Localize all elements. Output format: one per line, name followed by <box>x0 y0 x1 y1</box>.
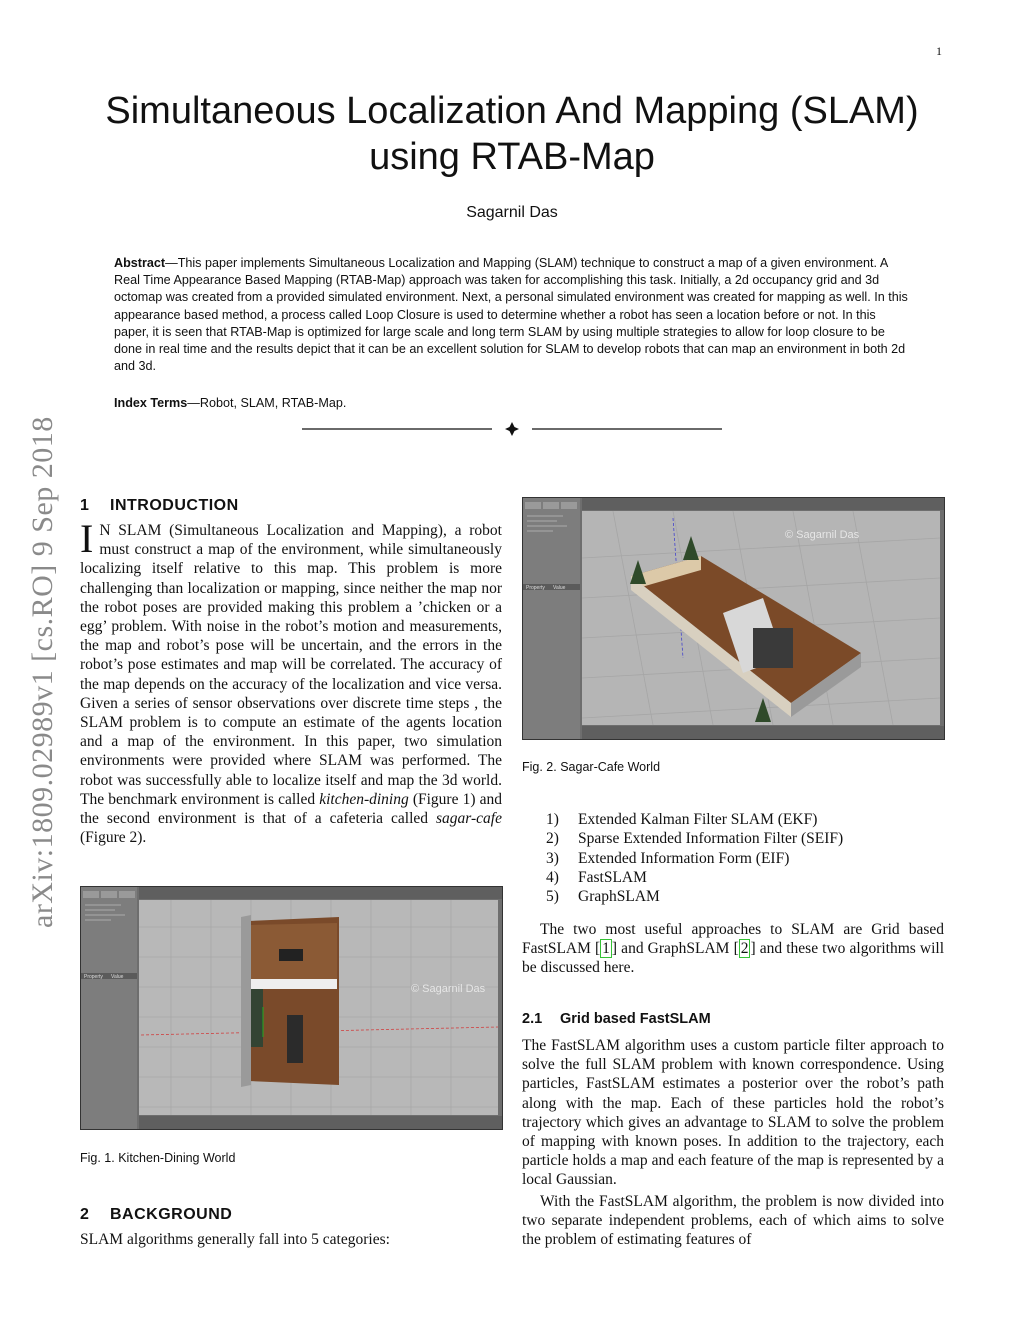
list-item: 1) Extended Kalman Filter SLAM (EKF) <box>546 811 818 828</box>
background-intro-text: SLAM algorithms generally fall into 5 categories: <box>80 1231 390 1248</box>
subsection-heading-grid-fastslam: 2.1 Grid based FastSLAM <box>522 1011 711 1027</box>
kitchen-dining-screenshot <box>81 887 502 1129</box>
introduction-paragraph: I N SLAM (Simultaneous Localization and Mapping), a robot must construct a map of the environment, while simultaneously localizing itself relative to this map. This problem is more challenging than localization or mapping, since neither the map nor the robot poses are provided making this problem a ’chicken or a egg’ problem. With noise in the robot’s motion and measurements, the map and robot’s pose will be uncertain, and the errors in the robot’s pose estimates and map will be correlated. The accuracy of the map depends on the accuracy of the localization and vice versa. Given a series of sensor observations over discrete time steps , the SLAM problem is to compute an estimate of the agents location and a map of the environment. In this paper, two simulation environments were provided where SLAM was performed. The robot was successfully able to localize itself and map the 3d world. The benchmark environment is called kitchen-dining (Figure 1) and the second environment is that of a cafeteria called sagar-cafe (Figure 2). <box>80 516 502 847</box>
citation-link-2[interactable]: 2 <box>740 940 749 958</box>
dropcap-letter: I <box>80 516 94 561</box>
approaches-paragraph: The two most useful approaches to SLAM are Grid based FastSLAM [ 1 ] and GraphSLAM [ 2 ] and these two algorithms will be discussed here. <box>522 921 945 977</box>
figure1-caption: Fig. 1. Kitchen-Dining World <box>80 1151 236 1165</box>
figure2-caption: Fig. 2. Sagar-Cafe World <box>522 760 661 774</box>
index-terms-text: —Robot, SLAM, RTAB-Map. <box>187 396 347 410</box>
divider-star-icon <box>505 422 519 436</box>
abstract-label: Abstract <box>114 256 166 270</box>
arxiv-identifier: arXiv:1809.02989v1 [cs.RO] 9 Sep 2018 <box>26 416 59 928</box>
page-number: 1 <box>936 44 942 58</box>
svg-text:Value: Value <box>111 974 124 980</box>
figure2-watermark: © Sagarnil Das <box>785 529 860 541</box>
list-item: 2) Sparse Extended Information Filter (SEIF) <box>546 830 844 848</box>
figure-kitchen-dining <box>80 886 503 1130</box>
abstract-text: —This paper implements Simultaneous Localization and Mapping (SLAM) technique to construct a map of a given environment. A Real Time Appearance Based Mapping (RTAB-Map) approach was taken for accomplishing this task. Initially, a 2d occupancy grid and 3d octomap was created from a provided simulated environment. Next, a personal simulated environment was created for mapping as well. In this appearance based method, a process called Loop Closure is used to determine whether a robot has seen a location before or not. In this paper, it is seen that RTAB-Map is optimized for large scale and long term SLAM by using multiple strategies to allow for loop closure to be done in real time and the results depict that it can be an excellent solution for SLAM to develop robots that can map an environment in both 2d and 3d. <box>114 256 908 374</box>
paper-title: Simultaneous Localization And Mapping (SLAM) using RTAB-Map <box>105 90 919 178</box>
index-terms-label: Index Terms <box>114 396 188 410</box>
citation-link-1[interactable]: 1 <box>602 940 610 958</box>
list-item: 3) Extended Information Form (EIF) <box>546 849 790 867</box>
index-terms <box>114 396 346 410</box>
section-heading-background: 2 BACKGROUND <box>80 1206 233 1223</box>
svg-text:Value: Value <box>553 585 566 591</box>
svg-text:Property: Property <box>84 974 103 980</box>
figure1-watermark: © Sagarnil Das <box>411 983 486 995</box>
list-item: 4) FastSLAM <box>546 868 647 886</box>
fastslam-paragraph-1: The FastSLAM algorithm uses a custom particle filter approach to solve the full SLAM problem with known correspondence. Using particles, FastSLAM estimates a posterior over the robot’s path along with the map. Each of these particles hold the robot’s trajectory which gives an advantage to SLAM to solve the problem of mapping with known poses. In addition to the trajectory, each particle holds a map and each feature of the map is represented by a local Gaussian. <box>522 1037 944 1189</box>
svg-text:Property: Property <box>526 585 545 591</box>
kitchen-dining-term: kitchen-dining <box>319 790 409 808</box>
fastslam-paragraph-2: With the FastSLAM algorithm, the problem is now divided into two separate independent problems, each of which aims to solve the problem of estimating features of <box>522 1193 944 1249</box>
author-name: Sagarnil Das <box>466 204 558 221</box>
section-heading-introduction: 1 INTRODUCTION <box>80 497 239 514</box>
sagar-cafe-term: sagar-cafe <box>436 810 502 828</box>
abstract <box>114 255 912 375</box>
sagar-cafe-screenshot <box>523 498 944 739</box>
slam-categories-list <box>546 810 843 906</box>
list-item: 5) GraphSLAM <box>546 888 660 906</box>
figure-sagar-cafe <box>522 497 945 740</box>
section-divider <box>302 419 722 441</box>
